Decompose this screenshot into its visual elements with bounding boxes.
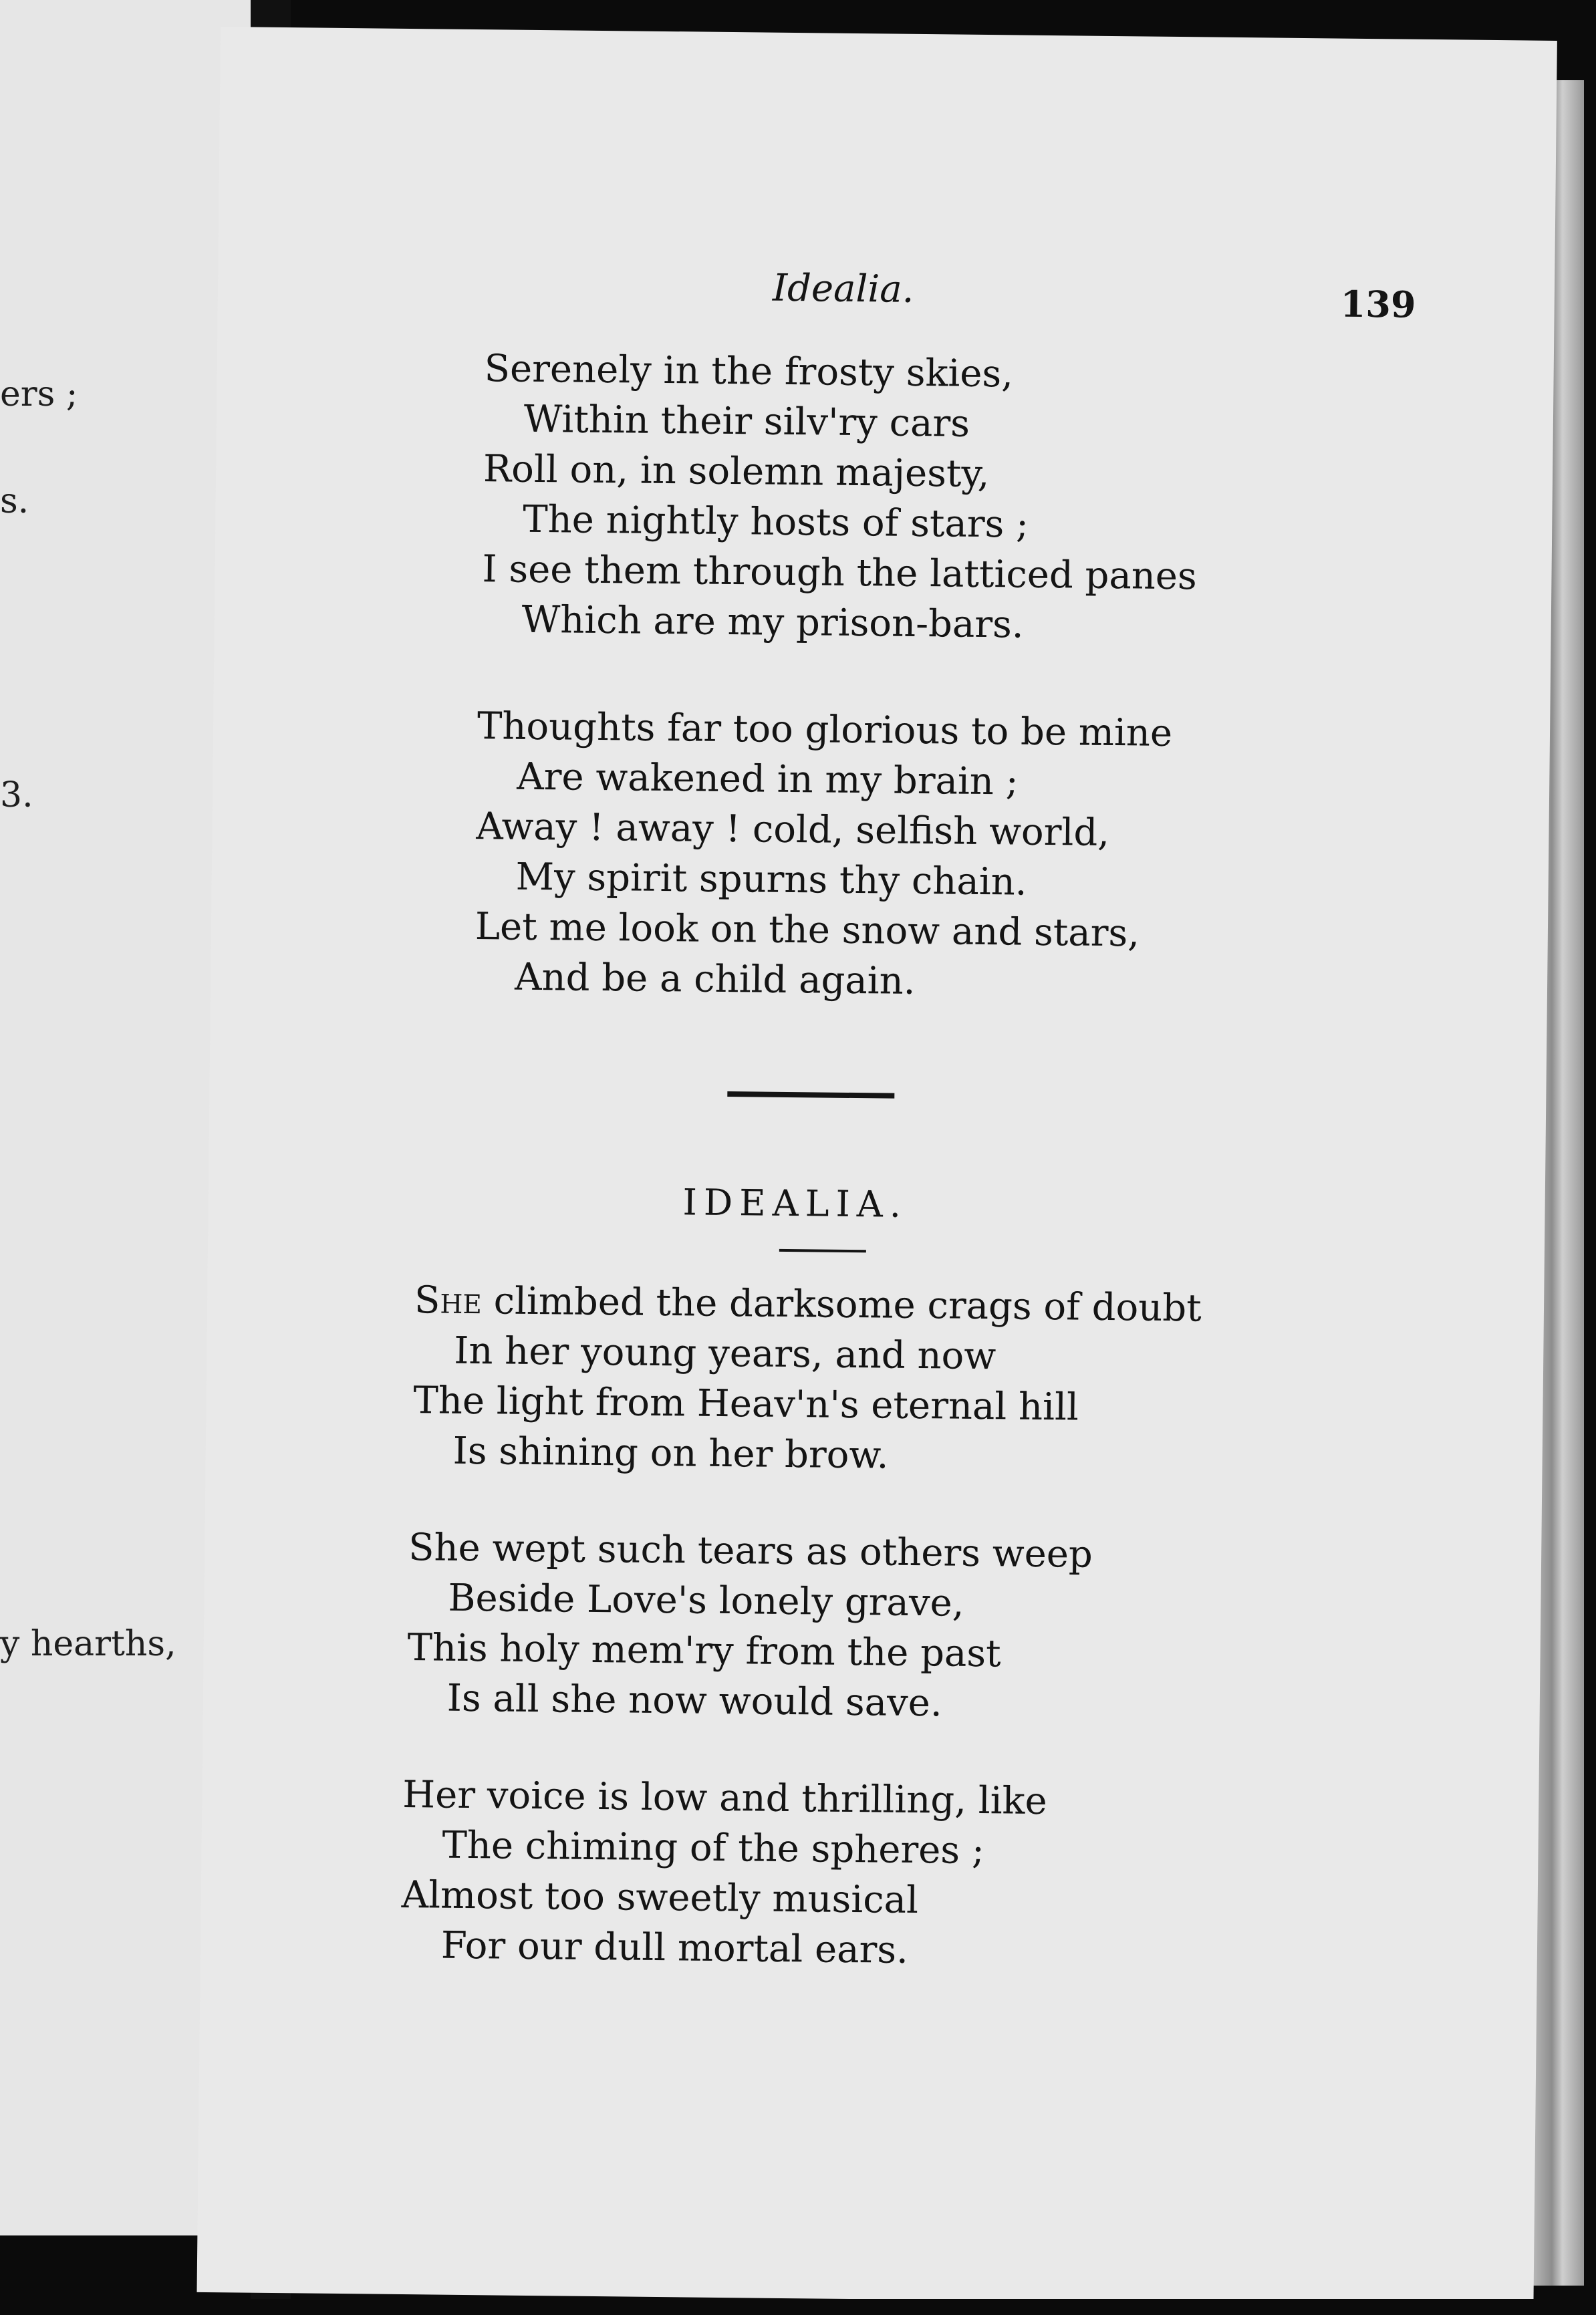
scan-border xyxy=(0,2299,1596,2315)
verse-line xyxy=(414,1275,1202,1333)
current-page xyxy=(197,27,1557,2306)
verse-line: Is shining on her brow. xyxy=(452,1429,889,1478)
verse-line: Beside Love's lonely grave, xyxy=(448,1576,964,1625)
verse-line: Which are my prison-bars. xyxy=(521,597,1024,647)
previous-page-fragment: y hearths, xyxy=(0,1624,176,1664)
verse-line: Are wakened in my brain ; xyxy=(516,755,1019,804)
verse-line-rest: climbed the darksome crags of doubt xyxy=(481,1279,1202,1331)
section-divider xyxy=(727,1091,894,1099)
verse-line: In her young years, and now xyxy=(453,1329,996,1379)
title-rule xyxy=(779,1249,866,1252)
previous-poem-stanza-1 xyxy=(481,344,1199,652)
verse-line: Is all she now would save. xyxy=(446,1676,943,1726)
verse-line: And be a child again. xyxy=(514,955,916,1003)
verse-line: I see them through the latticed panes xyxy=(482,547,1198,599)
poem-title: IDEALIA. xyxy=(682,1181,908,1226)
verse-line: Let me look on the snow and stars, xyxy=(475,905,1140,956)
verse-line: The chiming of the spheres ; xyxy=(442,1823,985,1873)
verse-line: The light from Heav'n's eternal hill xyxy=(413,1379,1079,1429)
verse-line: My spirit spurns thy chain. xyxy=(515,855,1027,904)
verse-line: Roll on, in solemn majesty, xyxy=(483,447,990,497)
poem-stanza-1 xyxy=(412,1275,1202,1484)
previous-page-fragment: s. xyxy=(0,481,29,521)
verse-line: For our dull mortal ears. xyxy=(440,1923,909,1972)
poem-stanza-2 xyxy=(406,1522,1093,1730)
opening-word: She xyxy=(414,1278,483,1323)
verse-line: Away ! away ! cold, selfish world, xyxy=(476,805,1110,855)
verse-line: Her voice is low and thrilling, like xyxy=(402,1772,1048,1824)
poem-stanza-3 xyxy=(401,1770,1048,1977)
verse-line: Serenely in the frosty skies, xyxy=(484,347,1014,396)
page-number: 139 xyxy=(1340,282,1416,326)
verse-line: Almost too sweetly musical xyxy=(401,1873,919,1923)
verse-line: She wept such tears as others weep xyxy=(408,1526,1093,1577)
verse-line: The nightly hosts of stars ; xyxy=(522,497,1029,547)
previous-poem-stanza-2 xyxy=(475,701,1173,1009)
running-head: Idealia. xyxy=(772,266,914,311)
verse-line: This holy mem'ry from the past xyxy=(407,1626,1001,1676)
verse-line: Thoughts far too glorious to be mine xyxy=(477,704,1173,755)
previous-page-fragment: ers ; xyxy=(0,374,78,414)
previous-page-fragment: 3. xyxy=(0,775,33,815)
verse-line: Within their silv'ry cars xyxy=(523,397,970,446)
